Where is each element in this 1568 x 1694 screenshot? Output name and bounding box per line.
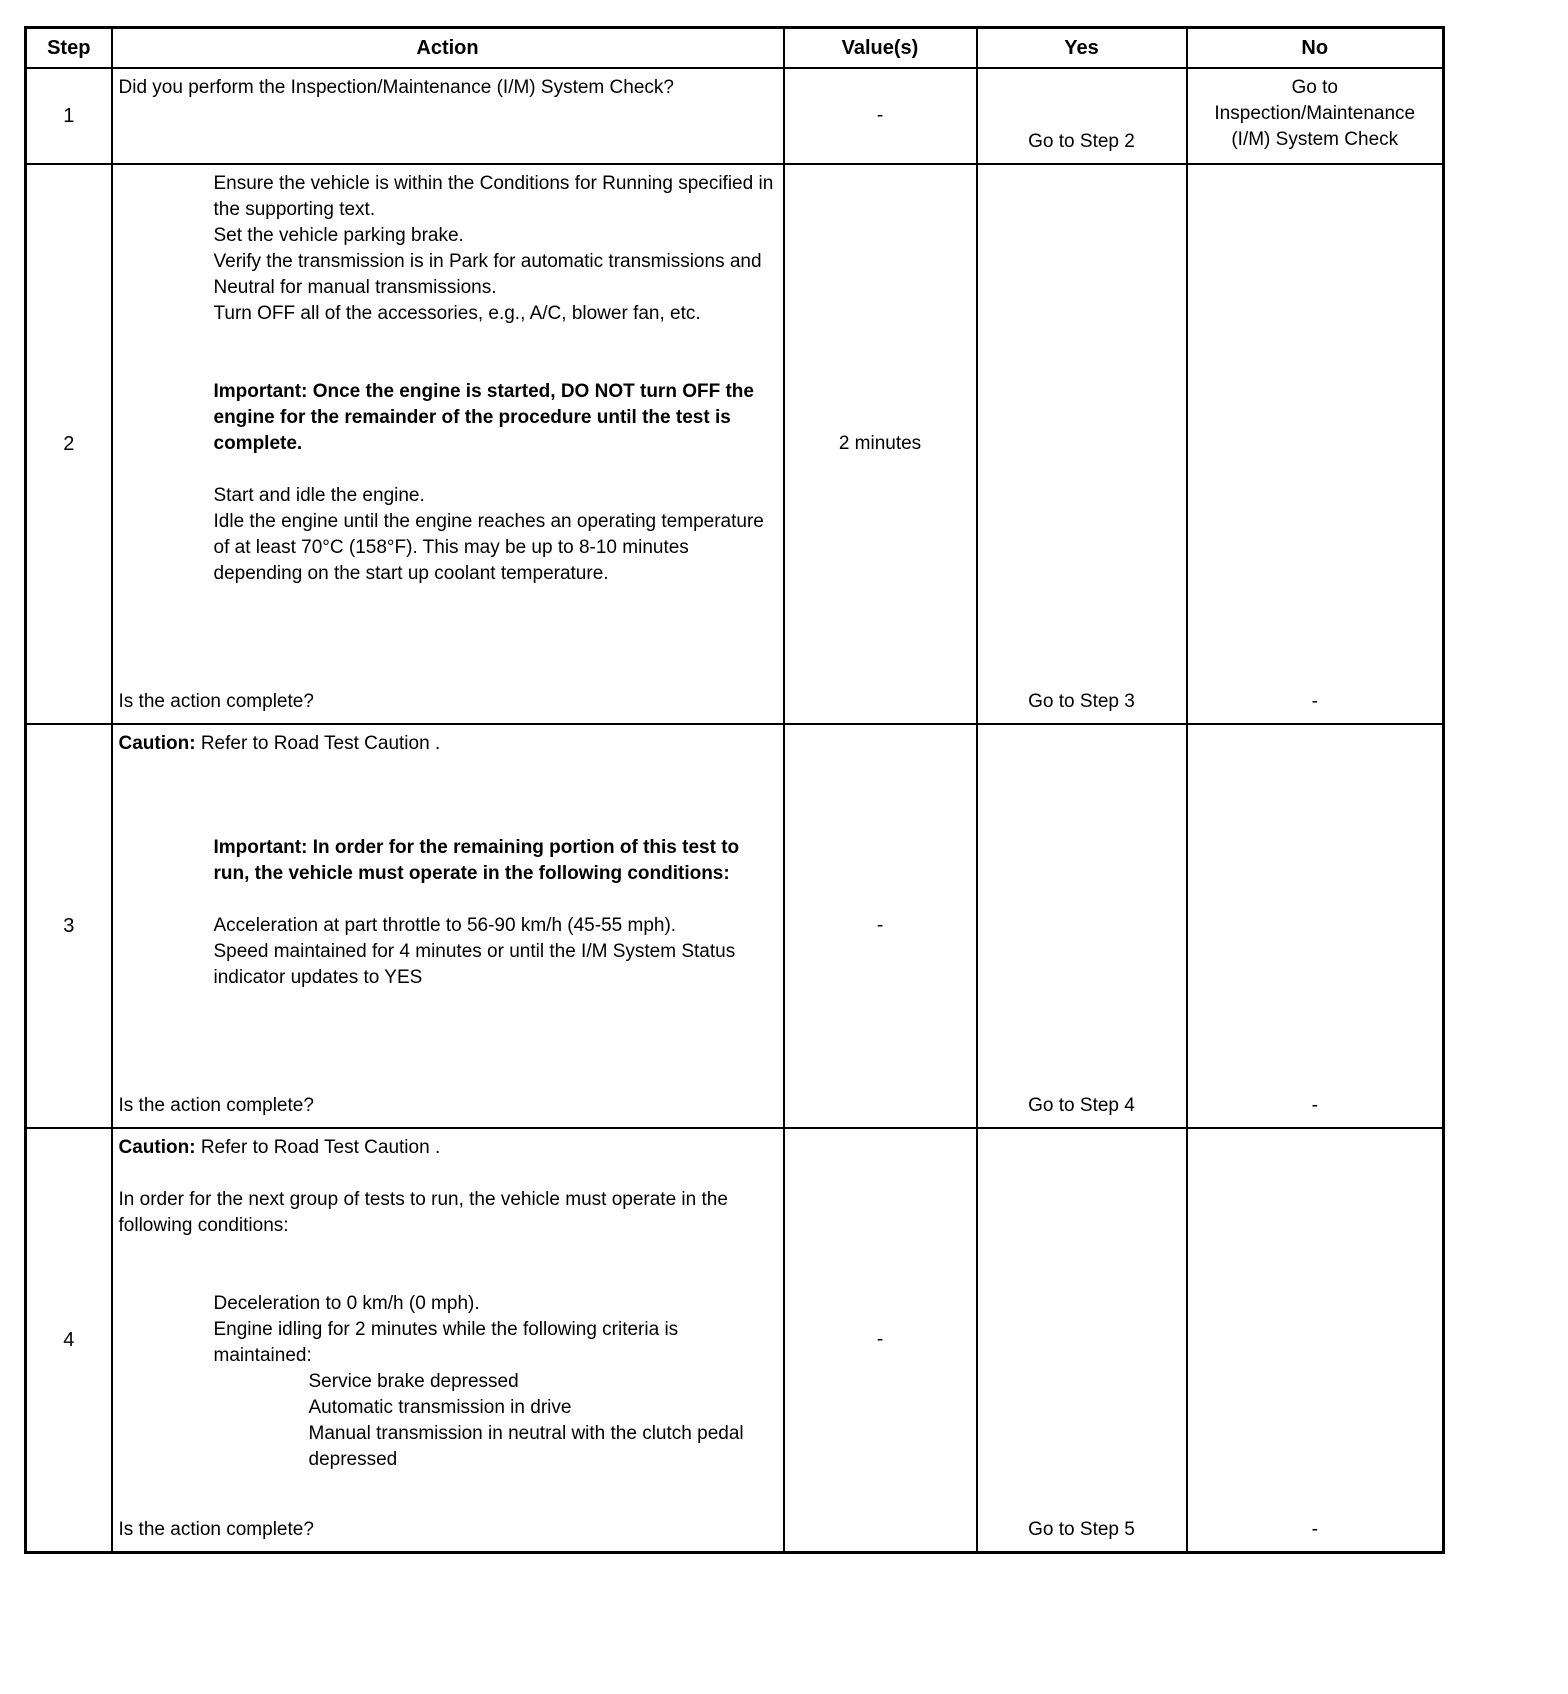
value-cell: 2 minutes <box>784 164 977 724</box>
yes-cell: Go to Step 5 <box>977 1128 1187 1553</box>
action-paragraph: Start and idle the engine. <box>213 485 425 506</box>
no-cell: - <box>1187 164 1444 724</box>
action-paragraph: Verify the transmission is in Park for automatic transmissions and Neutral for manual transmissions. <box>213 251 762 298</box>
caution-label: Caution: <box>118 733 196 754</box>
yes-cell: Go to Step 2 <box>977 68 1187 164</box>
header-values: Value(s) <box>784 28 977 69</box>
no-cell: - <box>1187 724 1444 1128</box>
action-paragraph: Service brake depressed <box>308 1371 519 1392</box>
table-row <box>26 68 1444 164</box>
action-cell <box>112 724 784 1128</box>
action-paragraph: Turn OFF all of the accessories, e.g., A/C, blower fan, etc. <box>213 303 701 324</box>
action-content <box>119 75 775 155</box>
step-cell: 2 <box>26 164 112 724</box>
action-question: Is the action complete? <box>118 691 314 712</box>
action-paragraph: Important: Once the engine is started, DO NOT turn OFF the engine for the remainder of the procedure until the test is complete. <box>213 381 754 454</box>
value-cell: - <box>784 68 977 164</box>
action-cell <box>112 164 784 724</box>
action-question: Is the action complete? <box>118 1095 314 1116</box>
procedure-table <box>24 26 1445 1554</box>
action-content <box>119 731 775 1119</box>
table-body <box>26 68 1444 1553</box>
action-paragraph: Manual transmission in neutral with the clutch pedal depressed <box>308 1423 744 1470</box>
header-yes: Yes <box>977 28 1187 69</box>
action-cell <box>112 1128 784 1553</box>
action-paragraph: Speed maintained for 4 minutes or until the I/M System Status indicator updates to YES <box>213 941 736 988</box>
table-row <box>26 1128 1444 1553</box>
action-paragraph: In order for the next group of tests to run, the vehicle must operate in the following conditions: <box>118 1189 728 1236</box>
action-paragraph: Caution: Refer to Road Test Caution . <box>118 1137 441 1158</box>
action-content <box>119 171 775 715</box>
value-cell: - <box>784 1128 977 1553</box>
table-row <box>26 724 1444 1128</box>
action-paragraph: Deceleration to 0 km/h (0 mph). <box>213 1293 480 1314</box>
step-cell: 4 <box>26 1128 112 1553</box>
caution-label: Caution: <box>118 1137 196 1158</box>
action-paragraph: Caution: Refer to Road Test Caution . <box>118 733 441 754</box>
value-cell: - <box>784 724 977 1128</box>
action-cell <box>112 68 784 164</box>
action-paragraph: Engine idling for 2 minutes while the following criteria is maintained: <box>213 1319 679 1366</box>
step-cell: 3 <box>26 724 112 1128</box>
action-paragraph: Set the vehicle parking brake. <box>213 225 464 246</box>
table-row <box>26 164 1444 724</box>
no-cell: Go to Inspection/Maintenance (I/M) System Check <box>1187 68 1444 164</box>
action-paragraph: Idle the engine until the engine reaches an operating temperature of at least 70°C (158°F). This may be up to 8-10 minutes depending on the start up coolant temperature. <box>213 511 764 584</box>
action-paragraph: Important: In order for the remaining portion of this test to run, the vehicle must operate in the following conditions: <box>213 837 740 884</box>
action-question: Is the action complete? <box>118 1519 314 1540</box>
header-no: No <box>1187 28 1444 69</box>
action-paragraph: Automatic transmission in drive <box>308 1397 572 1418</box>
action-paragraph: Acceleration at part throttle to 56-90 km/h (45-55 mph). <box>213 915 677 936</box>
header-step: Step <box>26 28 112 69</box>
action-content <box>119 1135 775 1543</box>
yes-cell: Go to Step 4 <box>977 724 1187 1128</box>
no-cell: - <box>1187 1128 1444 1553</box>
action-paragraph: Did you perform the Inspection/Maintenance (I/M) System Check? <box>118 77 674 98</box>
action-paragraph: Ensure the vehicle is within the Conditions for Running specified in the supporting text. <box>213 173 774 220</box>
header-row <box>26 28 1444 69</box>
yes-cell: Go to Step 3 <box>977 164 1187 724</box>
header-action: Action <box>112 28 784 69</box>
step-cell: 1 <box>26 68 112 164</box>
